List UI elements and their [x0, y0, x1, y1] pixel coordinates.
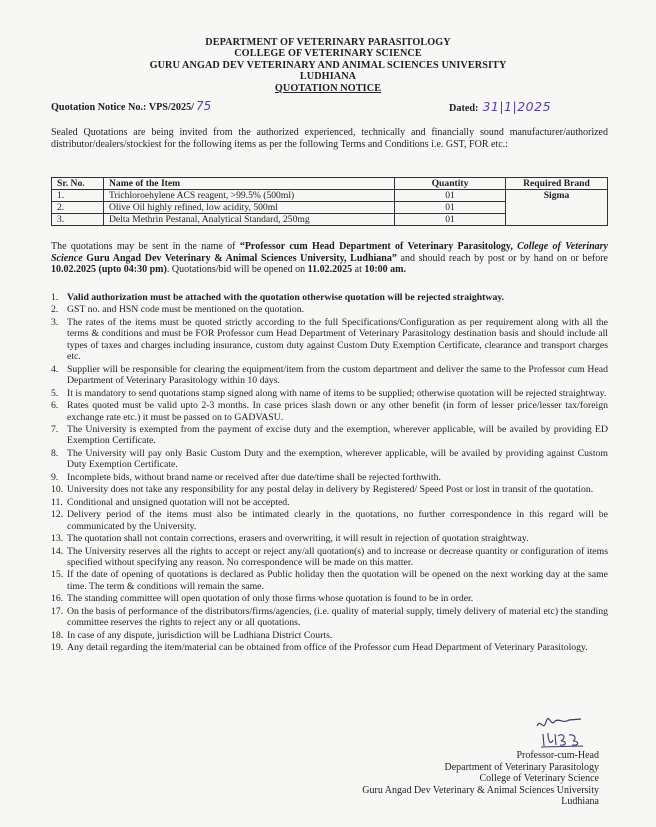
handwritten-notice-number: 75: [196, 99, 212, 113]
term-item: [51, 569, 608, 592]
term-text: Delivery period of the items must also be intimated clearly in the quotations, no further correspondence in this regard will be communicated by the University.: [67, 509, 608, 532]
cell-item-name: Olive Oil highly refined, low acidity, 500ml: [104, 202, 395, 214]
term-text: The University will pay only Basic Custom Duty and the exemption, wherever applicable, will be availed by providing against Custom Duty Exemption Certificate.: [67, 447, 608, 471]
col-header-sr-no: Sr. No.: [52, 178, 104, 190]
term-item: [51, 509, 608, 532]
term-number: 7.: [51, 423, 59, 435]
term-number: 9.: [51, 471, 59, 483]
term-number: 18.: [51, 629, 64, 641]
quotation-notice-number: [51, 99, 211, 113]
term-number: 11.: [51, 496, 63, 508]
term-number: 6.: [51, 400, 59, 412]
submission-text: The quotations may be sent in the name of: [51, 241, 240, 252]
signatory-city: Ludhiana: [561, 796, 599, 808]
term-item: [51, 388, 608, 399]
submission-text: at: [352, 264, 365, 276]
term-item: [51, 292, 608, 303]
term-text: Valid authorization must be attached with the quotation otherwise quotation will be rejected straightway.: [67, 292, 505, 303]
dated-label: Dated:: [449, 103, 479, 114]
term-item: [51, 533, 608, 544]
term-text: Any detail regarding the item/material can be obtained from office of the Professor cum Head Department of Veterinary Parasitology.: [67, 642, 588, 654]
terms-list: [51, 292, 608, 655]
term-text: If the date of opening of quotations is declared as Public holiday then the quotation will be opened on the next working day at the same time. The term & conditions will remain the same.: [67, 569, 608, 592]
intro-paragraph: Sealed Quotations are being invited from the authorized experienced, technically and financially sound manufacturer/authorized distributor/dealers/stockiest for the following items as per the following Terms and Conditions i.e. GST, FOR etc.:: [51, 127, 608, 150]
cell-required-brand: Sigma: [506, 190, 608, 226]
signatory-title: Professor-cum-Head: [516, 750, 599, 761]
opening-time: 10:00 am.: [364, 264, 407, 276]
addressee-university: Guru Angad Dev Veterinary & Animal Sciences University, Ludhiana”: [82, 252, 397, 264]
cell-sr-no: 3.: [52, 214, 104, 226]
college-heading: COLLEGE OF VETERINARY SCIENCE: [234, 48, 422, 59]
cell-quantity: 01: [395, 214, 506, 226]
term-number: 15.: [51, 569, 64, 581]
term-text: Supplier will be responsible for clearing the equipment/item from the custom department and deliver the same to the Professor cum Head Department of Veterinary Parasitology within 10 days.: [67, 363, 608, 387]
col-header-quantity: Quantity: [395, 178, 506, 190]
term-text: The quotation shall not contain corrections, erasers and overwriting, it will result in rejection of quotation straightway.: [67, 533, 529, 545]
term-item: [51, 497, 608, 508]
term-number: 17.: [51, 605, 64, 617]
term-number: 14.: [51, 545, 64, 557]
opening-date: 11.02.2025: [307, 264, 353, 276]
notice-date: [449, 99, 551, 114]
submission-paragraph: [51, 241, 608, 276]
term-number: 4.: [51, 363, 59, 375]
term-number: 1.: [51, 292, 59, 303]
university-heading: GURU ANGAD DEV VETERINARY AND ANIMAL SCIENCES UNIVERSITY: [149, 60, 507, 71]
items-table: [51, 177, 608, 226]
term-text: GST no. and HSN code must be mentioned on the quotation.: [67, 304, 305, 316]
term-number: 16.: [51, 593, 64, 605]
term-item: [51, 484, 608, 495]
cell-item-name: Delta Methrin Pestanal, Analytical Standard, 250mg: [104, 214, 395, 226]
cell-sr-no: 2.: [52, 202, 104, 214]
city-heading: LUDHIANA: [299, 71, 357, 82]
term-item: [51, 448, 608, 471]
term-text: Incomplete bids, without brand name or received after due date/time shall be rejected forthwith.: [67, 471, 441, 483]
submission-text: . Quotations/bid will be opened on: [166, 264, 308, 276]
term-item: [51, 364, 608, 387]
term-text: The University is exempted from the payment of excise duty and the exemption, wherever applicable, will be availed by providing ED Exemption Certificate.: [67, 423, 608, 447]
term-text: Conditional and unsigned quotation will not be accepted.: [67, 496, 290, 508]
term-item: [51, 606, 608, 629]
term-item: [51, 400, 608, 423]
term-item: [51, 424, 608, 447]
department-heading: DEPARTMENT OF VETERINARY PARASITOLOGY: [205, 37, 451, 48]
term-number: 2.: [51, 304, 59, 316]
document-title: QUOTATION NOTICE: [274, 83, 382, 94]
term-text: The University reserves all the rights to accept or reject any/all quotation(s) and to increase or decrease quantity or configuration of items specified without specifying any reason. No correspondence will be made on this matter.: [67, 545, 608, 568]
term-text: The standing committee will open quotation of only those firms whose quotation is found to be in order.: [67, 593, 474, 605]
signature-image: [533, 712, 593, 752]
col-header-item-name: Name of the Item: [104, 178, 395, 190]
term-number: 3.: [51, 316, 59, 328]
term-item: [51, 630, 608, 641]
cell-quantity: 01: [395, 190, 506, 202]
addressee-name: “Professor cum Head Department of Veterinary Parasitology,: [239, 241, 518, 252]
col-header-brand: Required Brand: [506, 178, 608, 190]
term-number: 10.: [51, 484, 64, 496]
cell-item-name: Trichloroehylene ACS reagent, >99.5% (500ml): [104, 190, 395, 202]
addressee-college: College of Veterinary Science: [51, 241, 608, 264]
submission-text: and should reach by post or by hand on or before: [396, 252, 608, 264]
term-number: 19.: [51, 642, 64, 654]
term-number: 12.: [51, 509, 64, 521]
term-item: [51, 642, 608, 653]
term-text: On the basis of performance of the distributors/firms/agencies, (i.e. quality of material supply, timely delivery of material etc) the standing committee reserves the rights to reject any or all quotations.: [67, 605, 608, 629]
cell-sr-no: 1.: [52, 190, 104, 202]
signatory-college: College of Veterinary Science: [479, 773, 599, 785]
table-row: [52, 190, 608, 202]
signatory-university: Guru Angad Dev Veterinary & Animal Sciences University: [362, 784, 599, 796]
term-text: In case of any dispute, jurisdiction will be Ludhiana District Courts.: [67, 629, 333, 641]
table-header-row: [52, 178, 608, 190]
term-number: 13.: [51, 533, 64, 545]
term-text: Rates quoted must be valid upto 2-3 months. In case prices slash down or any other benefit (in form of lesser price/lesser tax/foreign exchange rate etc.) it must be passed on to GADVASU.: [67, 400, 608, 423]
term-item: [51, 304, 608, 315]
term-text: It is mandatory to send quotations stamp signed along with name of items to be supplied; otherwise quotation will be rejected straightway.: [67, 387, 607, 399]
term-text: University does not take any responsibility for any postal delay in delivery by Registered/ Speed Post or lost in transit of the quotation.: [67, 484, 594, 496]
signatory-department: Department of Veterinary Parasitology: [444, 761, 599, 773]
term-item: [51, 546, 608, 569]
handwritten-date: 31|1|2025: [482, 99, 552, 114]
term-number: 5.: [51, 387, 59, 399]
submission-deadline: 10.02.2025 (upto 04:30 pm): [51, 264, 167, 276]
notice-number-label: Quotation Notice No.: VPS/2025/: [51, 102, 194, 113]
signatory-block: [362, 750, 599, 808]
cell-quantity: 01: [395, 202, 506, 214]
term-number: 8.: [51, 447, 59, 459]
term-text: The rates of the items must be quoted strictly according to the full Specifications/Configuration as per requirement along with all the terms & conditions and must be FOR Professor cum Head Department of Veterinary Parasitology destination basis and should include all types of taxes and charges including insurance, custom duty against Custom Duty Exemption Certificate, clearance and transport charges etc.: [67, 316, 608, 363]
term-item: [51, 593, 608, 604]
term-item: [51, 472, 608, 483]
term-item: [51, 317, 608, 363]
